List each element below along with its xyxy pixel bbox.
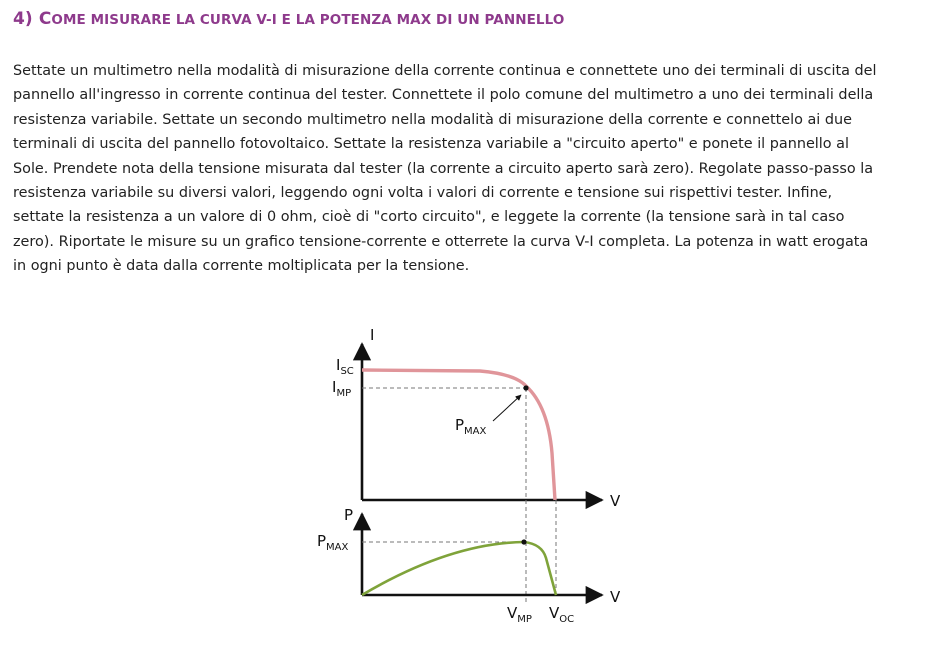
imp-label: $I_{MP}$ [332,378,352,399]
paragraph-line: resistenza variabile su diversi valori, leggendo ogni volta i valori di corrente e tensione sui rispettivi tester. Infine, [13,185,833,202]
isc-label: $I_{SC}$ [336,356,354,377]
pmax-arrow-label: $P_{MAX}$ [455,416,487,437]
max-power-point-iv [523,385,528,390]
v-axis-top-label: V [610,492,620,510]
instructions-paragraph [13,59,935,279]
paragraph-line: settate la resistenza a un valore di 0 ohm, cioè di "corto circuito", e leggete la corrente (la tensione sarà in tal caso [13,209,845,226]
pmax-pointer-arrow [493,395,521,421]
i-axis-label: I [370,326,375,344]
paragraph-line: Settate un multimetro nella modalità di misurazione della corrente continua e connettete uno dei terminali di uscita del [13,63,877,79]
section-heading [13,9,564,29]
paragraph-line: Sole. Prendete nota della tensione misurata dal tester (la corrente a circuito aperto sarà zero). Regolate passo-passo la [13,160,874,177]
max-power-point-pv [521,539,526,544]
p-axis-label: P [344,506,354,524]
iv-pv-curve-diagram [300,318,620,628]
paragraph-line: pannello all'ingresso in corrente continua del tester. Connettete il polo comune del multimetro a uno dei terminali della [13,87,874,104]
vmp-label: $V_{MP}$ [507,604,532,625]
heading-rest: OME MISURARE LA CURVA V-I E LA POTENZA MAX DI UN PANNELLO [51,12,565,28]
paragraph-line: resistenza variabile. Settate un secondo multimetro nella modalità di misurazione della corrente e connettelo ai due [13,111,852,128]
v-axis-bottom-label: V [610,588,620,606]
voc-label: $V_{OC}$ [549,604,575,625]
pv-curve [362,542,556,595]
pmax-label: $P_{MAX}$ [317,532,349,553]
paragraph-line: terminali di uscita del pannello fotovoltaico. Settate la resistenza variabile a "circuito aperto" e ponete il pannello al [13,136,849,153]
heading-prefix: 4) C [13,9,52,29]
paragraph-line: in ogni punto è data dalla corrente moltiplicata per la tensione. [13,258,470,275]
paragraph-line: zero). Riportate le misure su un grafico tensione-corrente e otterrete la curva V-I completa. La potenza in watt erogata [13,233,869,250]
